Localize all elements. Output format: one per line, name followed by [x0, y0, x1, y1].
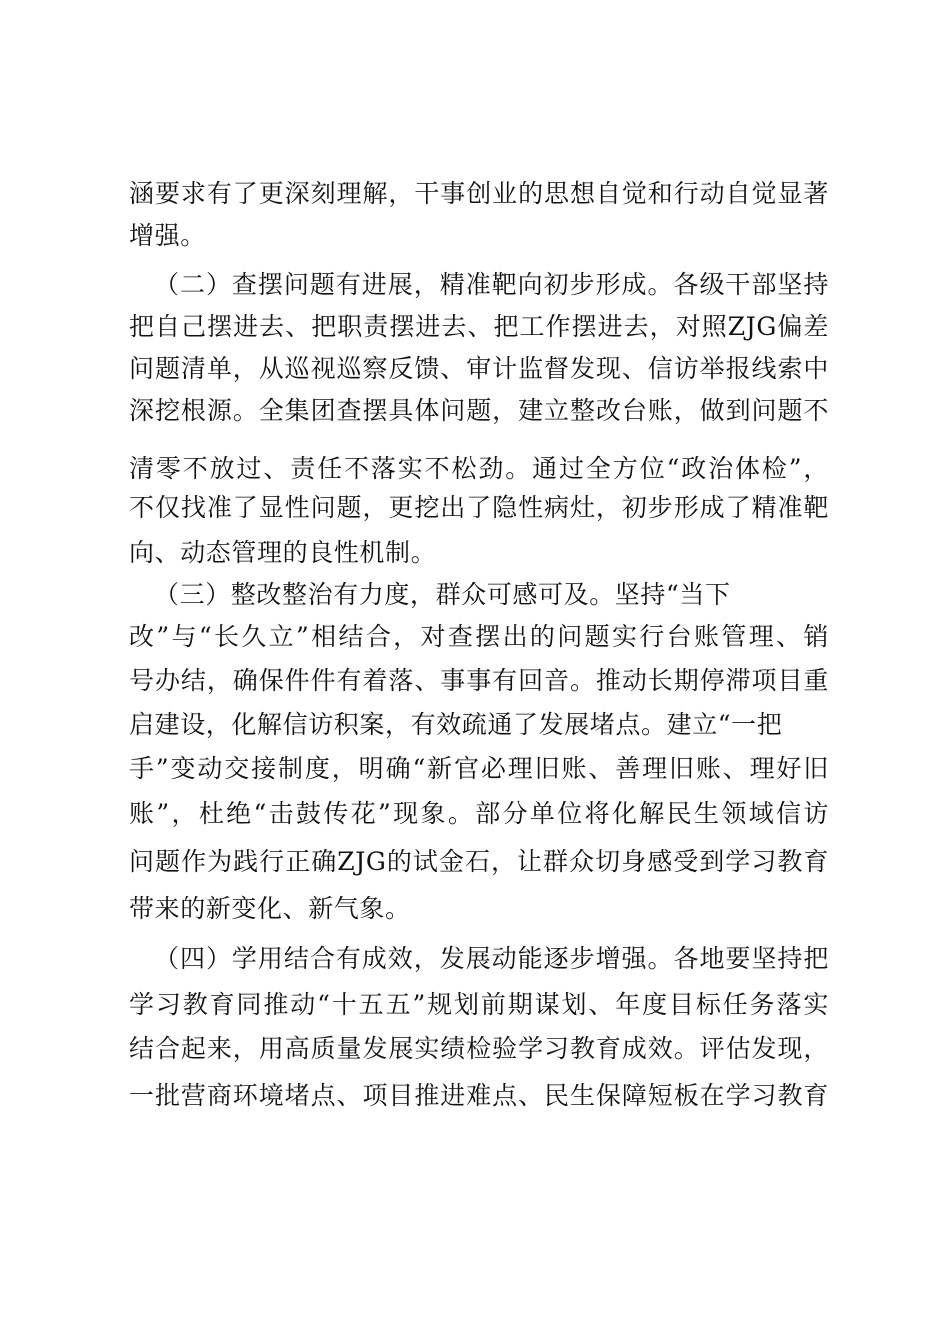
body-text-line: 启建设，化解信访积案，有效疏通了发展堵点。建立“一把: [129, 710, 783, 739]
body-text-line: 问题作为践行正确ZJG的试金石，让群众切身感受到学习教育: [129, 847, 829, 876]
body-text-line: 不仅找准了显性问题，更挖出了隐性病灶，初步形成了精准靶: [129, 493, 829, 522]
body-text-line: 改”与“长久立”相结合，对查摆出的问题实行台账管理、销: [129, 622, 829, 651]
body-text-line: 问题清单，从巡视巡察反馈、审计监督发现、信访举报线索中: [129, 354, 829, 383]
section-heading-line: （四）学用结合有成效，发展动能逐步增强。各地要坚持把: [154, 944, 829, 973]
body-text-line: 结合起来，用高质量发展实绩检验学习教育成效。评估发现，: [129, 1034, 829, 1063]
body-text-line: 一批营商环境堵点、项目推进难点、民生保障短板在学习教育: [129, 1081, 829, 1110]
body-text-line: 向、动态管理的良性机制。: [129, 538, 437, 567]
body-text-line: 带来的新变化、新气象。: [129, 894, 411, 923]
body-text-line: 学习教育同推动“十五五”规划前期谋划、年度目标任务落实: [129, 990, 829, 1019]
body-text-line: 把自己摆进去、把职责摆进去、把工作摆进去，对照ZJG偏差: [129, 312, 829, 341]
body-text-line: 涵要求有了更深刻理解，干事创业的思想自觉和行动自觉显著: [129, 179, 829, 208]
body-text-line: 手”变动交接制度，明确“新官必理旧账、善理旧账、理好旧: [129, 754, 829, 783]
section-heading-line: （二）查摆问题有进展，精准靶向初步形成。各级干部坚持: [154, 270, 829, 299]
body-text-line: 清零不放过、责任不落实不松劲。通过全方位“政治体检”，: [129, 454, 829, 483]
body-text-line: 增强。: [129, 221, 206, 250]
body-text-line: 深挖根源。全集团查摆具体问题，建立整改台账，做到问题不: [129, 396, 829, 425]
body-text-line: 账”，杜绝“击鼓传花”现象。部分单位将化解民生领域信访: [129, 799, 829, 828]
body-text-line: 号办结，确保件件有着落、事事有回音。推动长期停滞项目重: [129, 666, 829, 695]
section-heading-line: （三）整改整治有力度，群众可感可及。坚持“当下: [154, 580, 731, 609]
